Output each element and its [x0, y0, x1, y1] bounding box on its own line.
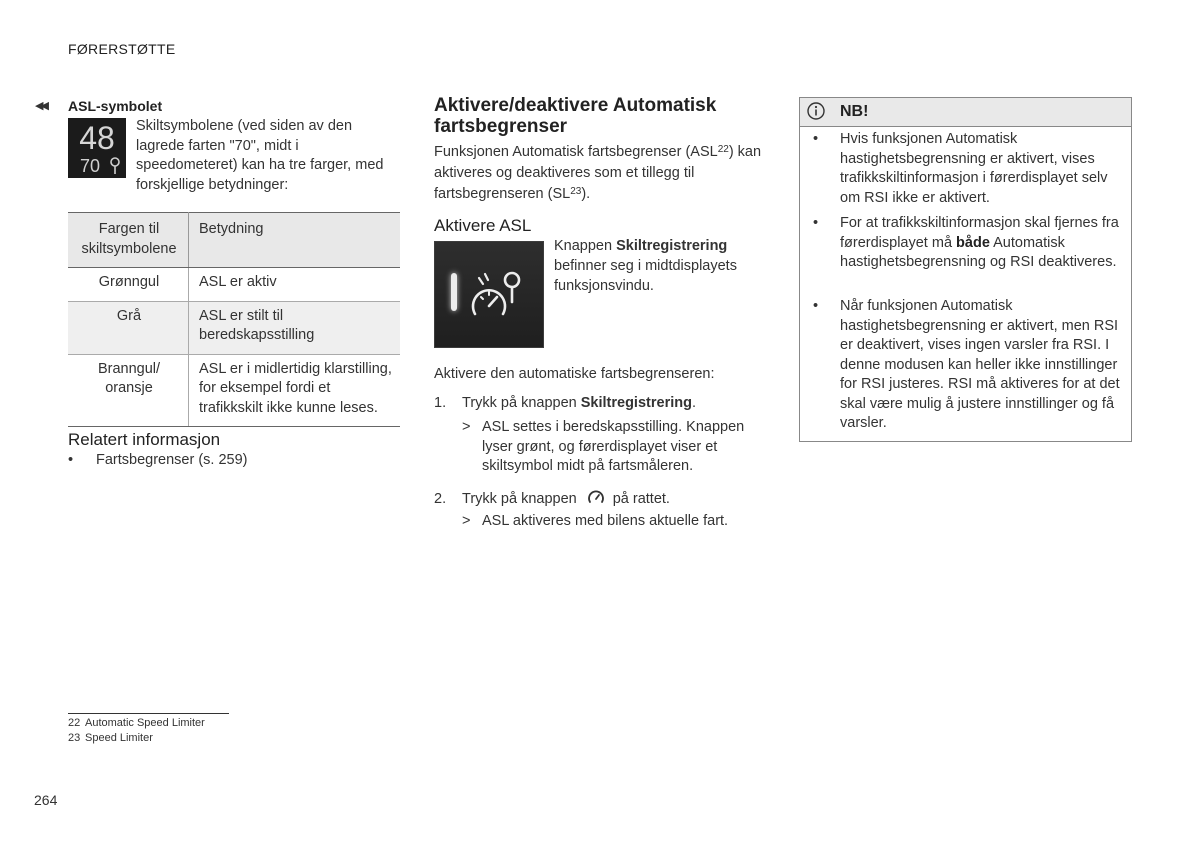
- speedometer-icon: [587, 489, 605, 505]
- step-1: [434, 394, 696, 414]
- step-button-name: Skiltregistrering: [580, 395, 692, 411]
- step-text: Trykk på knappen: [462, 395, 577, 411]
- table-cell-color: Branngul/ oransje: [68, 354, 189, 427]
- footnote-number: 23: [68, 732, 81, 744]
- table-row: [68, 301, 400, 354]
- asl-big-number: 48: [79, 120, 115, 156]
- step-text-end: på rattet.: [612, 491, 670, 507]
- intro-text-a: Funksjonen Automatisk fartsbegrenser (ASL: [434, 144, 718, 160]
- footnote-22: [68, 717, 205, 729]
- activate-asl-subtitle: Aktivere ASL: [434, 216, 532, 235]
- button-desc-post: befinner seg i midtdisplayets funksjonsvindu.: [554, 258, 737, 294]
- color-meaning-table: [68, 212, 400, 427]
- bullet: •: [68, 452, 74, 468]
- footnote-text: Automatic Speed Limiter: [85, 717, 205, 729]
- table-row: [68, 268, 400, 302]
- footnote-ref-23[interactable]: 23: [570, 186, 582, 197]
- note-label: NB!: [840, 103, 869, 120]
- step-number: 2.: [434, 491, 447, 507]
- main-title: Aktivere/deaktivere Automatisk fartsbegrenser: [434, 95, 717, 137]
- step-text-end: .: [691, 395, 696, 411]
- asl-symbol-image: [68, 118, 126, 178]
- table-cell-meaning: ASL er stilt til beredskapsstilling: [189, 301, 401, 354]
- list-item: [813, 297, 1122, 434]
- related-link[interactable]: [68, 451, 248, 470]
- note-text: Automatisk hastighetsbegrensning og RSI deaktiveres.: [840, 234, 1117, 270]
- footnote-divider: [68, 713, 229, 714]
- sign-recognition-button-image: [434, 241, 544, 348]
- note-header: [800, 98, 1131, 127]
- step-text: Trykk på knappen: [462, 491, 577, 507]
- button-description: [554, 236, 759, 296]
- note-box: [799, 97, 1132, 442]
- footnote-number: 22: [68, 717, 81, 729]
- step-2: [434, 489, 670, 510]
- footnote-23: [68, 732, 153, 744]
- info-icon: [807, 102, 825, 120]
- note-text: For at trafikkskiltinformasjon skal fjernes fra førerdisplayet må: [840, 215, 1119, 251]
- back-chevron-icon[interactable]: ◀◀: [35, 100, 46, 112]
- footnote-text: Speed Limiter: [85, 732, 153, 744]
- asl-symbol-description: Skiltsymbolene (ved siden av den lagrede farten "70", midt i speedometeret) kan ha tre farger, med forskjellige betydninger:: [136, 118, 384, 193]
- table-row: [68, 354, 400, 427]
- indicator-light: [451, 273, 457, 311]
- button-desc-pre: Knappen: [554, 238, 613, 254]
- intro-text-b: ) kan aktiveres og deaktiveres som et tillegg til fartsbegrenseren (SL: [434, 144, 762, 202]
- table-header-color: Fargen til skiltsymbolene: [68, 213, 189, 268]
- table-cell-color: Grønngul: [68, 268, 189, 302]
- table-cell-meaning: ASL er i midlertidig klarstilling, for eksempel fordi et trafikkskilt ikke kunne leses.: [189, 354, 401, 427]
- page-number: 264: [34, 792, 58, 808]
- sign-marker-icon: [108, 157, 122, 175]
- table-header-meaning: Betydning: [189, 213, 401, 268]
- footnote-ref-22[interactable]: 22: [717, 144, 729, 155]
- button-name: Skiltregistrering: [616, 238, 728, 254]
- note-text: Hvis funksjonen Automatisk hastighetsbegrensning er aktivert, vises trafikkskiltinformasjon i førerdisplayet selv om RSI ikke er aktivert.: [840, 131, 1108, 206]
- result-marker: >: [462, 513, 471, 529]
- result-marker: >: [462, 419, 471, 435]
- intro-text-c: ).: [581, 186, 591, 202]
- intro-paragraph: [434, 142, 764, 205]
- result-text: ASL settes i beredskapsstilling. Knappen lyser grønt, og førerdisplayet viser et skiltsymbol midt på fartsmåleren.: [482, 419, 745, 474]
- related-link-text: Fartsbegrenser (s. 259): [96, 452, 248, 468]
- table-cell-color: Grå: [68, 301, 189, 354]
- note-text: Når funksjonen Automatisk hastighetsbegrensning er aktivert, men RSI er deaktivert, vises ingen varsler fra RSI. I denne modusen kan heller ikke innstillinger for RSI justeres. RSI må aktiveres for at det skal være mulig å justere innstillinger og få varsler.: [840, 298, 1120, 431]
- step-number: 1.: [434, 395, 447, 411]
- list-item: [813, 214, 1122, 273]
- speedometer-sign-icon: [469, 266, 529, 326]
- step-1-result: [462, 418, 764, 477]
- activate-intro: Aktivere den automatiske fartsbegrenseren:: [434, 366, 715, 382]
- bullet: •: [813, 131, 819, 147]
- list-item: [813, 130, 1122, 208]
- bullet: •: [813, 215, 819, 231]
- asl-small-number: 70: [80, 156, 101, 176]
- section-header: FØRERSTØTTE: [68, 41, 176, 57]
- bullet: •: [813, 298, 819, 314]
- note-emphasis: både: [956, 234, 990, 251]
- result-text: ASL aktiveres med bilens aktuelle fart.: [482, 513, 729, 529]
- step-2-result: [462, 512, 764, 532]
- table-cell-meaning: ASL er aktiv: [189, 268, 401, 302]
- related-info-title: Relatert informasjon: [68, 430, 221, 449]
- asl-symbol-title: ASL-symbolet: [68, 98, 163, 114]
